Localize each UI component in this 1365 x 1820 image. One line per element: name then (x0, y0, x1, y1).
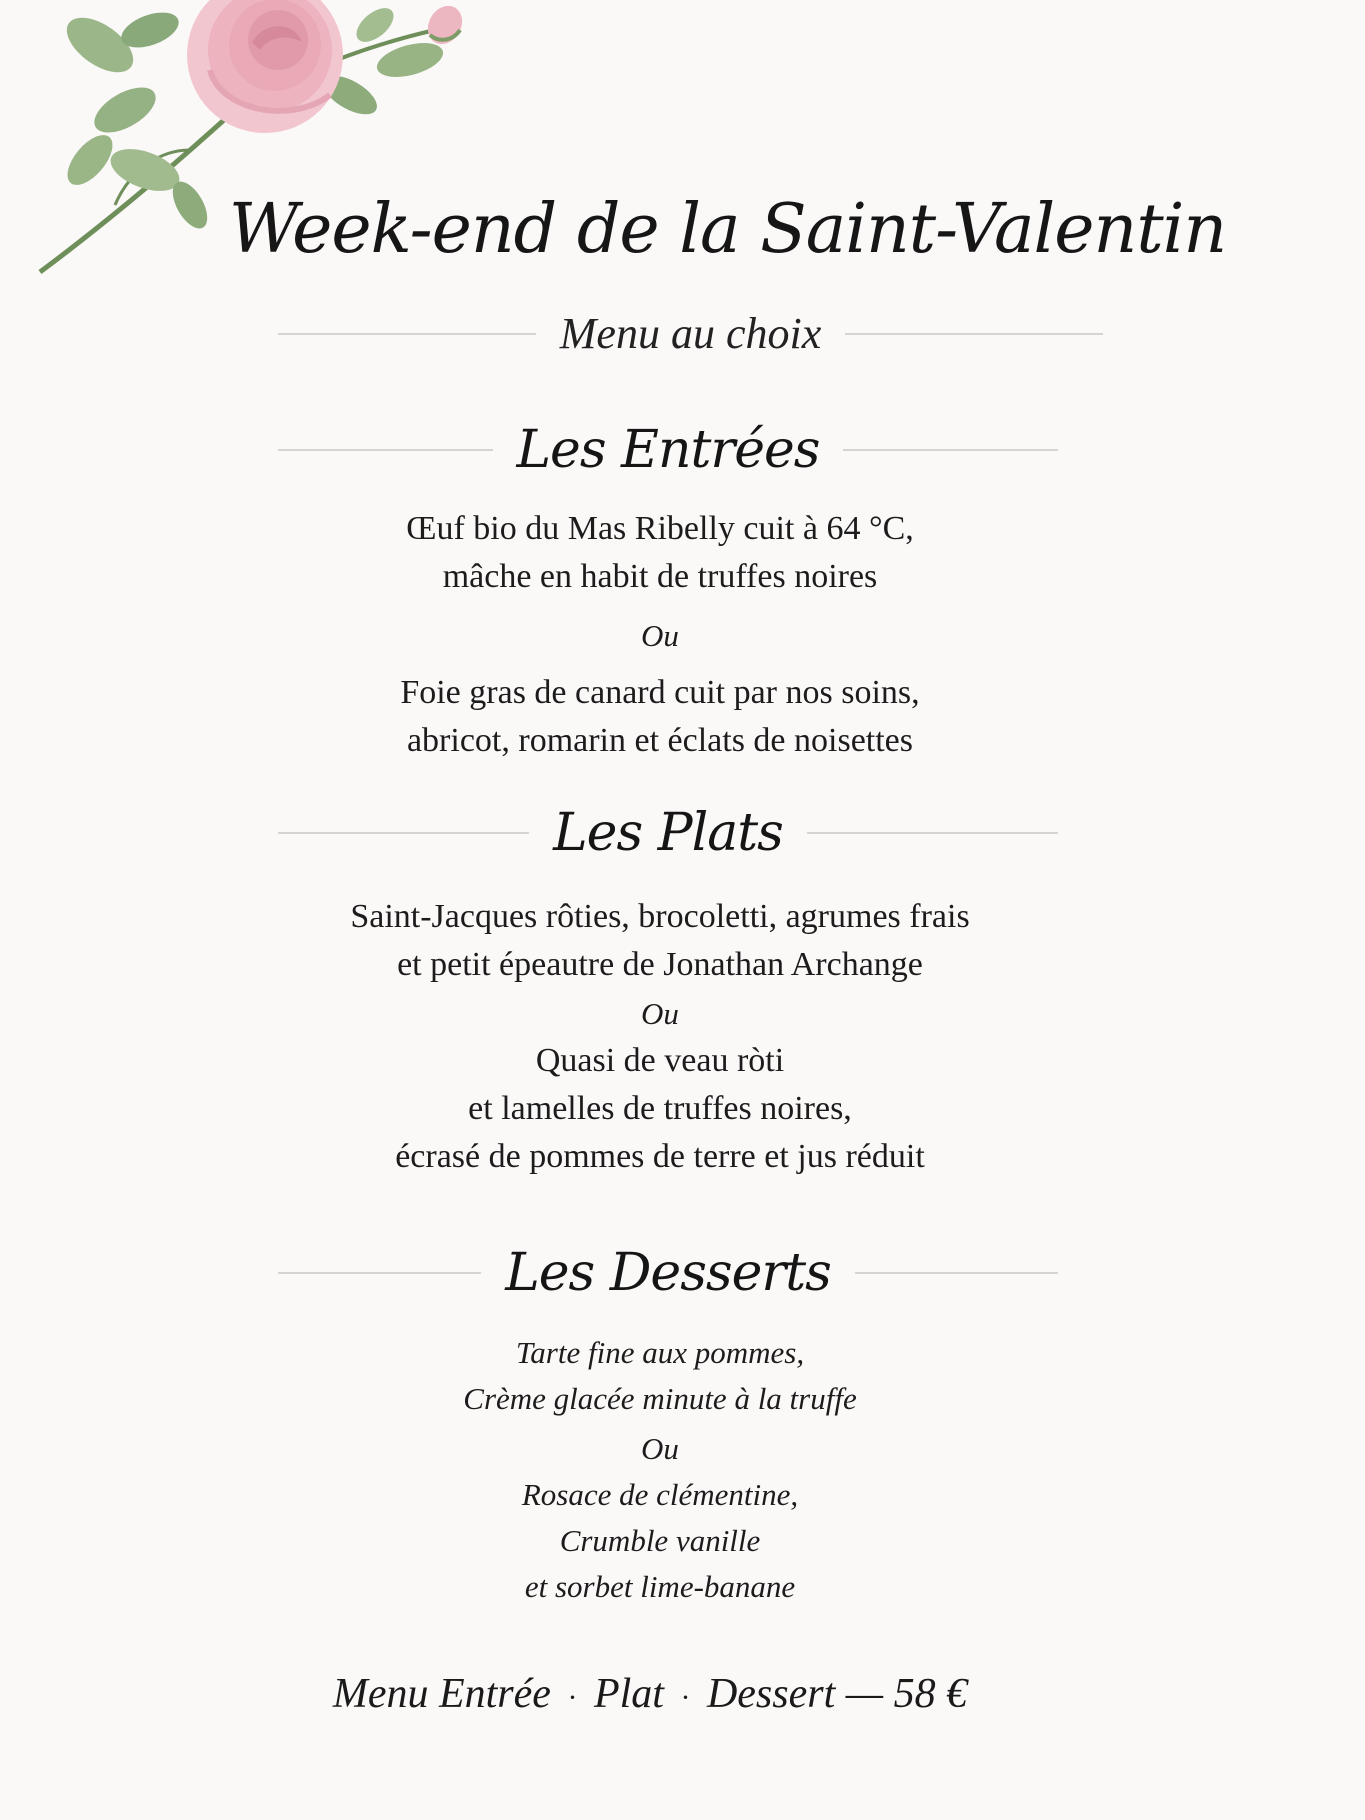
divider-line (807, 832, 1058, 834)
section-title-desserts: Les Desserts (505, 1243, 831, 1303)
price-part-dessert: Dessert — 58 € (706, 1671, 968, 1717)
divider-line (278, 333, 536, 335)
or-separator: Ou (641, 1431, 679, 1466)
price-part-entree: Menu Entrée (332, 1671, 551, 1717)
dot-separator: · (680, 1681, 691, 1714)
or-separator: Ou (641, 996, 679, 1031)
menu-title: Week-end de la Saint-Valentin (228, 190, 1227, 269)
dish-line: Rosace de clémentine, (521, 1477, 799, 1512)
dish-line: Œuf bio du Mas Ribelly cuit à 64 °C, (406, 510, 914, 547)
section-header-desserts (278, 1243, 1058, 1303)
dish-line: Crumble vanille (559, 1523, 761, 1558)
dish-line: abricot, romarin et éclats de noisettes (406, 722, 914, 759)
dish-line: mâche en habit de truffes noires (442, 558, 878, 595)
menu-price-line (290, 1670, 1010, 1718)
menu-subtitle: Menu au choix (559, 309, 822, 358)
or-separator: Ou (641, 618, 679, 653)
section-title-plats: Les Plats (553, 803, 783, 863)
dish-line: écrasé de pommes de terre et jus réduit (395, 1138, 925, 1175)
divider-line (843, 449, 1058, 451)
dish-line: Quasi de veau ròti (535, 1042, 785, 1079)
section-header-plats (278, 803, 1058, 863)
divider-line (278, 1272, 481, 1274)
divider-line (278, 832, 529, 834)
dish-line: Crème glacée minute à la truffe (463, 1381, 857, 1416)
plats-options (200, 893, 1120, 1181)
price-part-plat: Plat (593, 1671, 664, 1717)
divider-line (278, 449, 493, 451)
dot-separator: · (567, 1681, 578, 1714)
entrees-options (200, 505, 1120, 765)
dish-line: Foie gras de canard cuit par nos soins, (400, 674, 920, 711)
dish-line: Tarte fine aux pommes, (515, 1335, 805, 1370)
desserts-options (200, 1330, 1120, 1610)
section-title-entrees: Les Entrées (516, 420, 820, 480)
dish-line: et petit épeautre de Jonathan Archange (397, 946, 923, 983)
divider-line (855, 1272, 1058, 1274)
dish-line: et lamelles de truffes noires, (468, 1090, 852, 1127)
section-header-entrees (278, 420, 1058, 480)
dish-line: et sorbet lime-banane (524, 1569, 796, 1604)
subtitle-row (278, 308, 1103, 359)
divider-line (845, 333, 1103, 335)
dish-line: Saint-Jacques rôties, brocoletti, agrumes frais (350, 898, 970, 935)
